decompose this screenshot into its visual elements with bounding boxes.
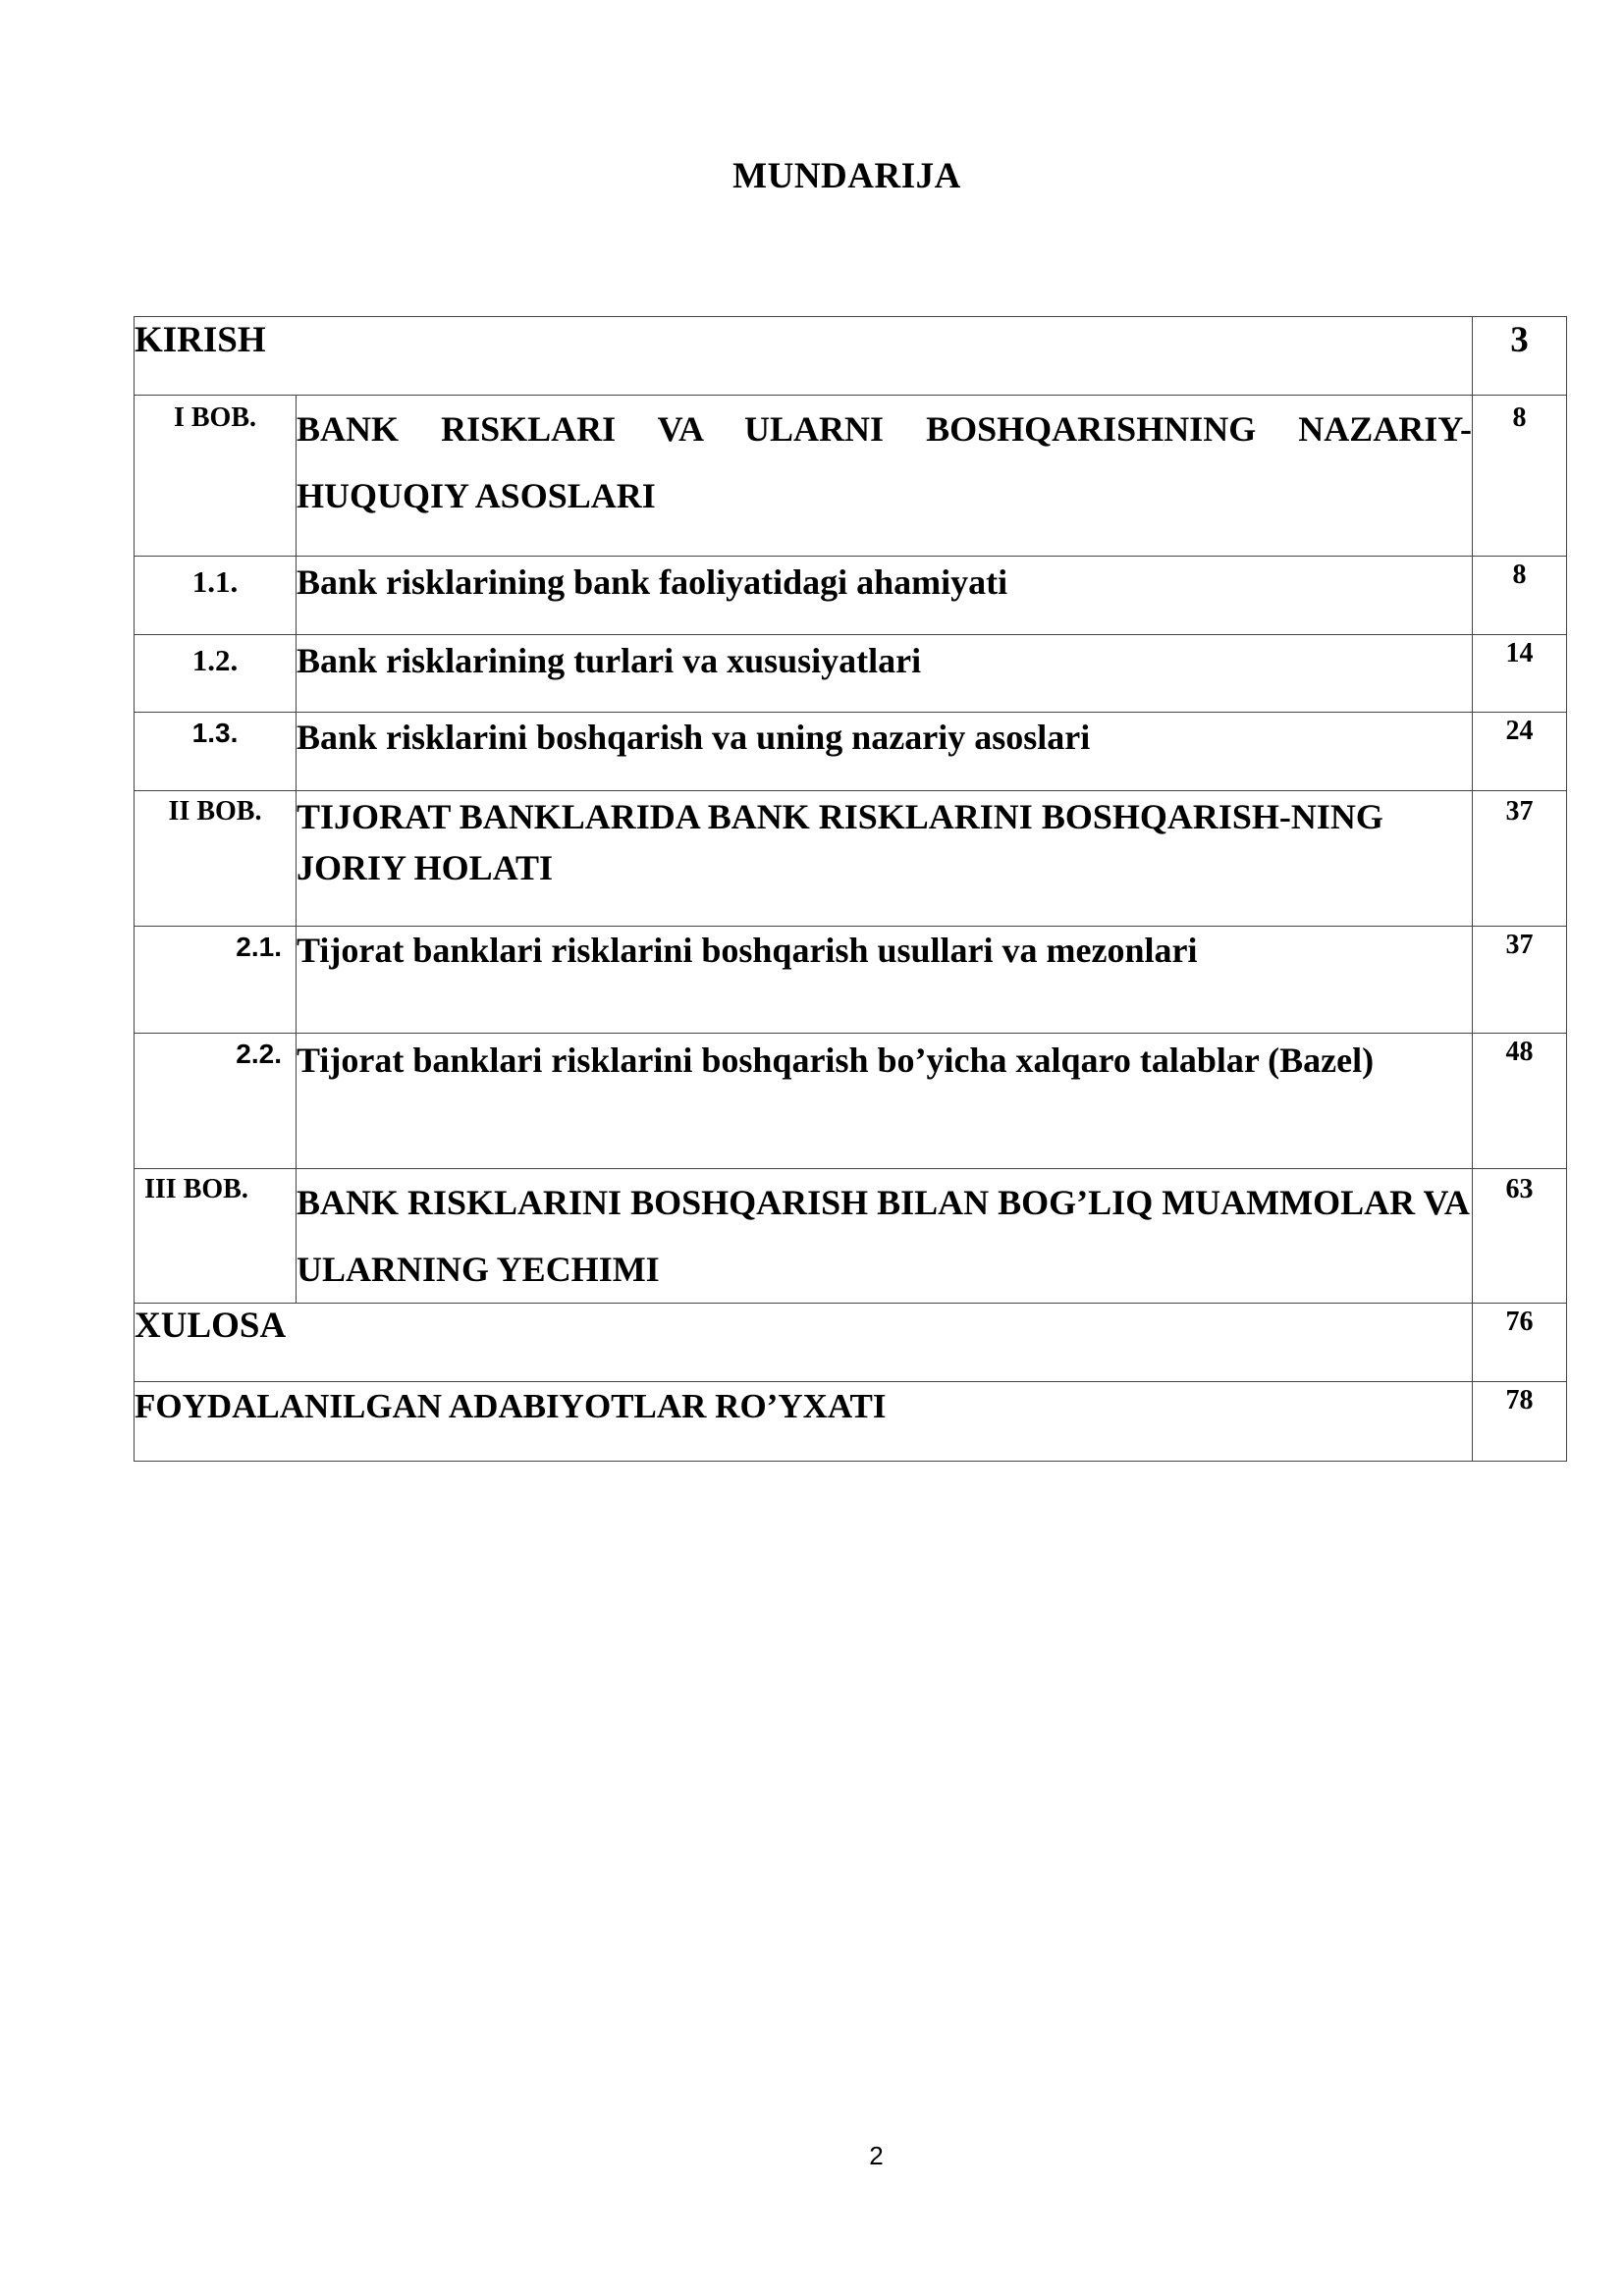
toc-adabiyot-label[interactable] [135, 1382, 1473, 1462]
toc-xulosa-page: 76 [1505, 1307, 1534, 1337]
toc-s12-page: 14 [1505, 638, 1534, 668]
toc-ch3-title-cell[interactable] [297, 1169, 1473, 1304]
toc-s22-number-cell [135, 1034, 297, 1169]
toc-row-kirish [135, 317, 1567, 396]
toc-ch2-page-cell [1473, 791, 1567, 927]
toc-ch1-page: 8 [1512, 402, 1527, 433]
toc-s11-number: 1.1. [191, 564, 239, 599]
toc-xulosa-text: XULOSA [135, 1306, 287, 1346]
toc-adabiyot-page: 78 [1505, 1385, 1534, 1415]
toc-s13-page-cell [1473, 713, 1567, 791]
toc-xulosa-page-cell [1473, 1304, 1567, 1382]
toc-adabiyot-text: FOYDALANILGAN ADABIYOTLAR RO’YXATI [135, 1387, 887, 1425]
toc-ch1-number-cell [135, 396, 297, 557]
toc-row-section-1-2 [135, 635, 1567, 713]
toc-row-adabiyotlar [135, 1382, 1567, 1462]
page-number: 2 [869, 2141, 884, 2170]
toc-s13-title-cell[interactable] [297, 713, 1473, 791]
toc-ch3-page: 63 [1505, 1174, 1534, 1204]
toc-s11-title: Bank risklarining bank faoliyatidagi ahamiyati [297, 562, 1008, 602]
toc-kirish-page-number: 3 [1510, 320, 1529, 360]
toc-ch3-title: BANK RISKLARINI BOSHQARISH BILAN BOG’LIQ MUAMMOLAR VA ULARNING YECHIMI [297, 1183, 1468, 1289]
toc-row-section-1-1 [135, 557, 1567, 635]
toc-row-section-1-3 [135, 713, 1567, 791]
toc-s21-page-cell [1473, 927, 1567, 1034]
toc-s22-page: 48 [1505, 1037, 1534, 1067]
toc-ch2-number: II BOB. [168, 796, 262, 827]
toc-s11-page: 8 [1512, 560, 1527, 590]
toc-ch1-number: I BOB. [173, 402, 257, 433]
toc-ch2-title-cell[interactable] [297, 791, 1473, 927]
toc-s13-number-cell [135, 713, 297, 791]
toc-ch1-title-cell[interactable] [297, 396, 1473, 557]
toc-ch2-page: 37 [1505, 796, 1534, 827]
toc-s21-page: 37 [1505, 930, 1534, 960]
toc-s13-page: 24 [1505, 716, 1534, 746]
toc-row-xulosa [135, 1304, 1567, 1382]
toc-s21-title-cell[interactable] [297, 927, 1473, 1034]
toc-s22-page-cell [1473, 1034, 1567, 1169]
toc-row-section-2-2 [135, 1034, 1567, 1169]
toc-s21-number-cell [135, 927, 297, 1034]
toc-ch3-number-cell [135, 1169, 297, 1304]
toc-s12-title: Bank risklarining turlari va xususiyatlari [297, 641, 922, 680]
toc-s11-title-cell[interactable] [297, 557, 1473, 635]
toc-s12-number-cell [135, 635, 297, 713]
toc-ch2-title: TIJORAT BANKLARIDA BANK RISKLARINI BOSHQARISH-NING JORIY HOLATI [297, 797, 1383, 887]
toc-s22-title-cell[interactable] [297, 1034, 1473, 1169]
toc-ch3-number: III BOB. [144, 1174, 248, 1204]
toc-s21-number: 2.1. [236, 932, 282, 962]
toc-s12-page-cell [1473, 635, 1567, 713]
toc-ch3-page-cell [1473, 1169, 1567, 1304]
toc-s22-number: 2.2. [236, 1039, 282, 1069]
page-title: MUNDARIJA [732, 156, 961, 196]
toc-s12-title-cell[interactable] [297, 635, 1473, 713]
toc-s12-number: 1.2. [191, 643, 239, 677]
toc-row-chapter-3 [135, 1169, 1567, 1304]
toc-kirish-label[interactable] [135, 317, 1473, 396]
toc-kirish-page [1473, 317, 1567, 396]
toc-ch2-number-cell [135, 791, 297, 927]
table-of-contents [134, 316, 1567, 1462]
toc-kirish-text: KIRISH [135, 320, 266, 360]
toc-ch1-page-cell [1473, 396, 1567, 557]
toc-s11-number-cell [135, 557, 297, 635]
toc-adabiyot-page-cell [1473, 1382, 1567, 1462]
toc-ch1-title: BANK RISKLARI VA ULARNI BOSHQARISHNING NAZARIY-HUQUQIY ASOSLARI [297, 409, 1472, 515]
toc-row-chapter-2 [135, 791, 1567, 927]
toc-xulosa-label[interactable] [135, 1304, 1473, 1382]
toc-s22-title: Tijorat banklari risklarini boshqarish bo’yicha xalqaro talablar (Bazel) [297, 1041, 1375, 1080]
toc-s11-page-cell [1473, 557, 1567, 635]
toc-s13-number: 1.3. [191, 718, 239, 748]
toc-row-section-2-1 [135, 927, 1567, 1034]
toc-s13-title: Bank risklarini boshqarish va uning nazariy asoslari [297, 718, 1091, 757]
toc-row-chapter-1 [135, 396, 1567, 557]
toc-s21-title: Tijorat banklari risklarini boshqarish usullari va mezonlari [297, 931, 1198, 970]
